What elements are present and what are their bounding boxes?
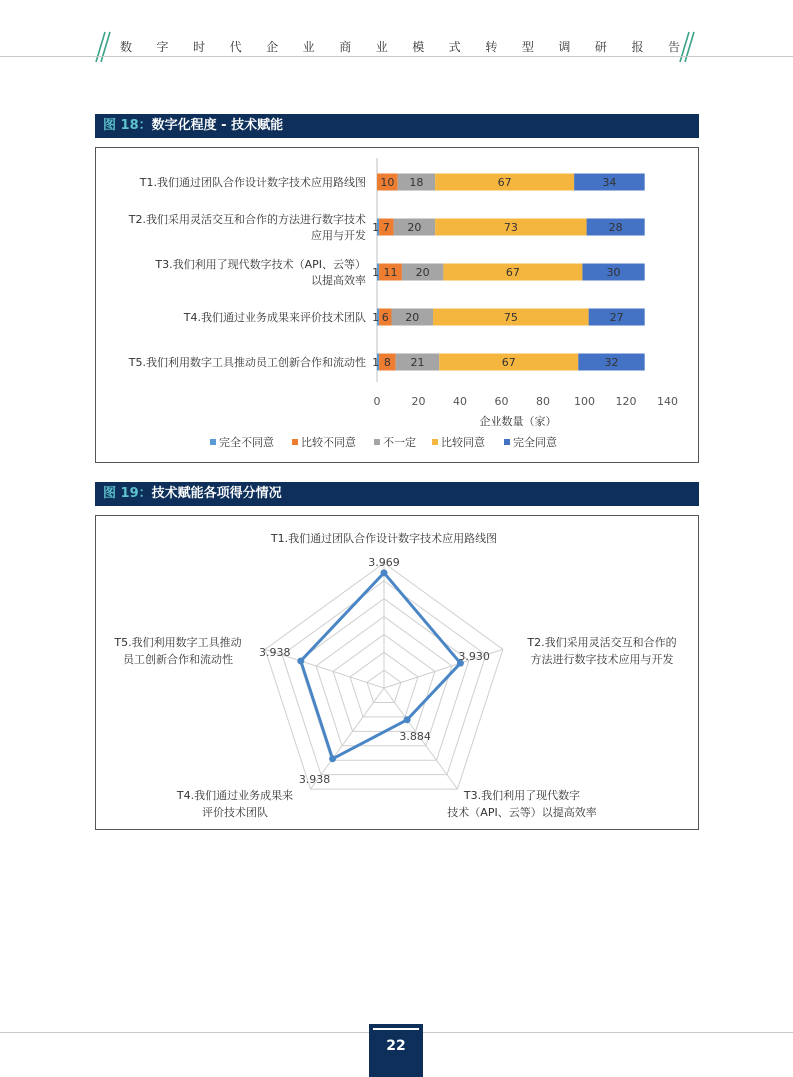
legend-swatch [292, 439, 298, 445]
bar-value-label: 67 [501, 356, 516, 369]
x-tick-label: 120 [615, 395, 637, 408]
figure-18-box [95, 147, 699, 463]
radar-axis-label: T1.我们通过团队合作设计数字技术应用路线图 [270, 532, 498, 545]
figure-19-title: 技术赋能各项得分情况 [151, 486, 282, 501]
legend-swatch [374, 439, 380, 445]
radar-point [381, 569, 388, 576]
bar-value-label: 8 [383, 356, 391, 369]
bar-value-label: 27 [609, 311, 624, 324]
bar-value-label: 20 [405, 311, 420, 324]
radar-axis-label: 技术（API、云等）以提高效率 [447, 806, 597, 819]
legend-label: 完全同意 [513, 436, 557, 449]
x-tick-label: 0 [373, 395, 381, 408]
bar-value-label: 34 [602, 176, 617, 189]
bar-value-label: 32 [604, 356, 619, 369]
legend-label: 比较不同意 [301, 436, 356, 449]
legend-item [432, 435, 485, 449]
header-char: 报 [631, 40, 644, 54]
legend-swatch [504, 439, 510, 445]
radar-chart [96, 516, 698, 829]
category-label: 应用与开发 [311, 229, 366, 242]
figure-18-title: 数字化程度 - 技术赋能 [151, 118, 284, 133]
bar-value-label: 1 [372, 221, 380, 234]
header-char: 企 [266, 40, 279, 54]
header-char: 字 [156, 40, 169, 54]
header-right-slashes [676, 30, 700, 64]
header-char: 业 [375, 40, 388, 54]
header-char: 调 [558, 40, 571, 54]
radar-point [404, 716, 411, 723]
header-char: 式 [448, 40, 461, 54]
x-tick-label: 20 [411, 395, 426, 408]
radar-axis-label: T4.我们通过业务成果来 [176, 789, 294, 802]
x-tick-label: 60 [494, 395, 509, 408]
radar-value-label: 3.930 [458, 650, 490, 664]
header-char: 告 [667, 40, 680, 54]
radar-point [297, 657, 304, 664]
legend-item [374, 436, 416, 449]
header-char: 转 [485, 40, 498, 54]
legend-label: 不一定 [383, 436, 416, 449]
bar-value-label: 6 [381, 311, 389, 324]
category-label: T2.我们采用灵活交互和合作的方法进行数字技术 [128, 213, 366, 226]
page-number: 22 [369, 1024, 423, 1077]
radar-axis-label: T2.我们采用灵活交互和合作的 [527, 636, 677, 649]
header-char: 模 [412, 40, 425, 54]
bar-value-label: 21 [410, 356, 425, 369]
legend-item [504, 435, 557, 449]
header-char: 业 [302, 40, 315, 54]
bar-value-label: 75 [503, 311, 518, 324]
header-char: 数 [120, 40, 133, 54]
legend-swatch [432, 439, 438, 445]
header-char: 时 [193, 40, 206, 54]
category-label: T1.我们通过团队合作设计数字技术应用路线图 [139, 176, 366, 189]
bar-value-label: 67 [505, 266, 520, 279]
bar-value-label: 11 [383, 266, 398, 279]
figure-18-caption [95, 114, 699, 138]
bar-value-label: 1 [372, 311, 380, 324]
header-char: 代 [229, 40, 242, 54]
bar-value-label: 20 [415, 266, 430, 279]
radar-value-label: 3.884 [399, 729, 431, 743]
x-axis-title: 企业数量（家） [479, 415, 557, 428]
category-label: T3.我们利用了现代数字技术（API、云等） [155, 258, 366, 271]
bar-value-label: 10 [380, 176, 395, 189]
category-label: T4.我们通过业务成果来评价技术团队 [183, 311, 366, 324]
legend-item [292, 435, 356, 449]
x-tick-label: 140 [657, 395, 678, 408]
bar-value-label: 67 [497, 176, 512, 189]
x-tick-label: 40 [453, 395, 467, 408]
header-divider [0, 56, 793, 57]
radar-value-label: 3.938 [298, 772, 331, 786]
header-char: 研 [594, 40, 607, 54]
bar-value-label: 7 [382, 221, 390, 234]
bar-value-label: 20 [407, 221, 422, 234]
bar-value-label: 18 [409, 176, 424, 189]
radar-axis-label: 评价技术团队 [202, 806, 268, 819]
radar-axis-label: T3.我们利用了现代数字 [463, 789, 581, 802]
radar-axis-label: 方法进行数字技术应用与开发 [530, 653, 674, 666]
radar-axis-label: 员工创新合作和流动性 [123, 653, 233, 666]
report-header-title [120, 38, 680, 55]
x-tick-label: 100 [574, 395, 595, 408]
bar-value-label: 1 [372, 356, 380, 369]
legend-label: 完全不同意 [219, 436, 274, 449]
bar-value-label: 73 [503, 221, 518, 234]
radar-value-label: 3.938 [259, 645, 291, 659]
legend-swatch [210, 439, 216, 445]
figure-19-caption [95, 482, 699, 506]
figure-19-box [95, 515, 699, 830]
header-char: 商 [339, 40, 352, 54]
figure-18-number: 图 18： [103, 118, 152, 133]
legend-item [210, 435, 274, 449]
bar-value-label: 28 [608, 221, 623, 234]
radar-axis-label: T5.我们利用数字工具推动 [114, 636, 242, 649]
header-char: 型 [521, 40, 534, 54]
x-tick-label: 80 [536, 395, 550, 408]
bar-value-label: 30 [606, 266, 621, 279]
bar-value-label: 1 [372, 266, 380, 279]
radar-value-label: 3.969 [368, 555, 400, 569]
radar-point [329, 755, 336, 762]
category-label: 以提高效率 [311, 274, 366, 287]
figure-19-number: 图 19： [103, 486, 152, 501]
stacked-bar-chart [96, 148, 698, 462]
category-label: T5.我们利用数字工具推动员工创新合作和流动性 [128, 356, 366, 369]
legend-label: 比较同意 [441, 436, 485, 449]
header-left-slashes [92, 30, 116, 64]
